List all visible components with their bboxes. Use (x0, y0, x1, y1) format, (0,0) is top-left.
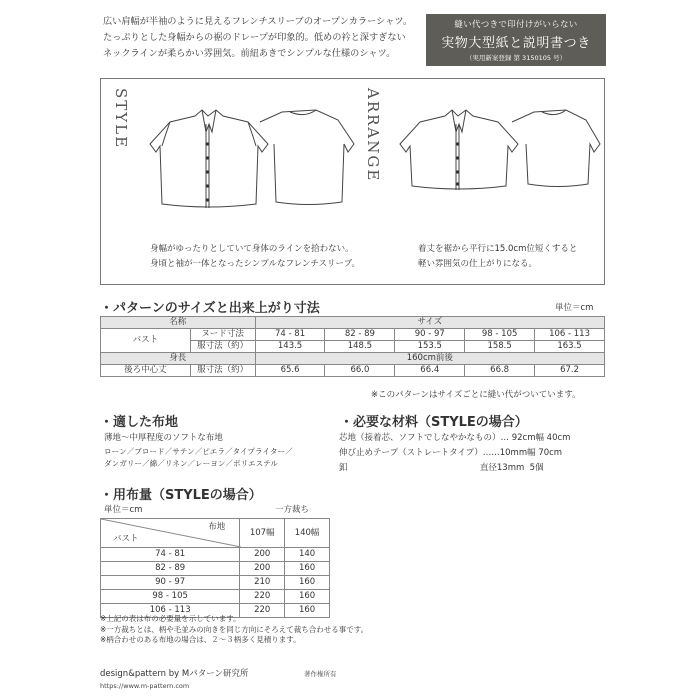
back-length-cell: 66.8 (465, 365, 535, 377)
header-size: サイズ (255, 317, 604, 329)
yardage-140-cell: 160 (285, 576, 330, 590)
table-row (101, 576, 330, 590)
size-unit: 単位＝cm (555, 303, 594, 313)
intro-line: たっぷりとした身幅からの裾のドレープが印象的。低めの衿と深すぎない (103, 32, 406, 43)
yardage-107-cell: 200 (240, 548, 285, 562)
fabric-line3: ダンガリー／綿／リネン／レーヨン／ポリエステル (104, 459, 278, 468)
back-finished-label: 服寸法（約） (190, 365, 255, 377)
size-section-title: ・パターンのサイズと出来上がり寸法 (100, 301, 320, 316)
arrange-label: ARRANGE (364, 88, 382, 183)
size-note: ※このパターンはサイズごとに縫い代がついています。 (371, 390, 581, 400)
yardage-140-cell: 160 (285, 590, 330, 604)
fabric-section-title: ・適した布地 (100, 415, 179, 430)
corner-fabric-label: 布地 (208, 522, 226, 532)
material-item: 芯地（接着芯、ソフトでしなやかなもの）… 92cm幅 40cm (339, 433, 571, 443)
size-cell: 98 - 105 (465, 329, 535, 341)
yardage-note: ※上記の表は布の必要量を示しています。 (100, 614, 241, 623)
back-length-cell: 66.4 (395, 365, 465, 377)
yardage-140-cell: 140 (285, 548, 330, 562)
yardage-size-cell: 90 - 97 (101, 576, 240, 590)
pattern-banner (426, 14, 606, 66)
arrange-caption-line: 着丈を裾から平行に15.0cm位短くすると (418, 244, 578, 254)
bust-finished-cell: 163.5 (535, 341, 605, 353)
table-row (101, 365, 605, 377)
size-table (100, 316, 605, 377)
back-length-cell: 65.6 (255, 365, 325, 377)
style-shirt-drawing (140, 104, 365, 216)
material-item: 釦 直径13mm 5個 (339, 463, 544, 473)
table-row (101, 317, 605, 329)
bust-label: バスト (101, 329, 191, 353)
back-length-cell: 67.2 (535, 365, 605, 377)
materials-list (339, 431, 570, 476)
height-value: 160cm前後 (255, 353, 604, 365)
bust-finished-cell: 143.5 (255, 341, 325, 353)
nude-label: ヌード寸法 (190, 329, 255, 341)
yardage-note: ※一方裁ちとは、柄や毛並みの向きを同じ方向にそろえて裁ち合わせる事です。 (100, 624, 369, 634)
table-row (101, 548, 330, 562)
yardage-corner-cell (101, 519, 240, 548)
yardage-notes (100, 614, 368, 646)
banner-line1: 縫い代つきで印付けがいらない (454, 20, 578, 30)
back-length-cell: 66.0 (325, 365, 395, 377)
intro-text (103, 14, 413, 62)
style-caption-line: 身頃と袖が一体となったシンプルなフレンチスリーブ。 (150, 259, 360, 269)
yardage-107-cell: 220 (240, 590, 285, 604)
yardage-140-cell: 160 (285, 562, 330, 576)
fabric-line2: ローン／ブロード／サテン／ピエラ／タイプライター／ (104, 447, 293, 456)
table-row (101, 329, 605, 341)
finished-label: 服寸法（約） (190, 341, 255, 353)
yardage-size-cell: 98 - 105 (101, 590, 240, 604)
header-name: 名称 (101, 317, 256, 329)
yardage-table (100, 518, 330, 618)
footer-rights: 著作権所有 (304, 670, 337, 678)
materials-section-title: ・必要な材料（STYLEの場合） (340, 415, 528, 430)
col-140-header: 140幅 (285, 519, 330, 548)
bust-finished-cell: 153.5 (395, 341, 465, 353)
corner-bust-label: バスト (113, 534, 139, 544)
banner-line3: （実用新案登録 第 3150105 号） (465, 54, 567, 62)
style-caption (150, 242, 360, 272)
yardage-note: ※柄合わせのある布地の場合は、２〜３柄多く見積ります。 (100, 635, 301, 644)
yardage-size-cell: 82 - 89 (101, 562, 240, 576)
yardage-cut-label: 一方裁ち (275, 505, 310, 515)
style-caption-line: 身幅がゆったりとしていて身体のラインを拾わない。 (150, 244, 354, 254)
arrange-caption (418, 242, 577, 272)
yardage-size-cell: 106 - 113 (101, 604, 240, 618)
size-cell: 90 - 97 (395, 329, 465, 341)
yardage-size-cell: 74 - 81 (101, 548, 240, 562)
bust-finished-cell: 148.5 (325, 341, 395, 353)
yardage-107-cell: 200 (240, 562, 285, 576)
height-label: 身長 (101, 353, 256, 365)
footer-url[interactable]: https://www.m-pattern.com (100, 682, 190, 690)
col-107-header: 107幅 (240, 519, 285, 548)
fabric-line1: 薄地〜中厚程度のソフトな布地 (104, 433, 223, 443)
yardage-section-title: ・用布量（STYLEの場合） (100, 488, 262, 503)
material-item: 伸び止めテープ（ストレートタイプ）……10mm幅 70cm (339, 448, 563, 458)
size-cell: 82 - 89 (325, 329, 395, 341)
arrange-shirt-drawing (390, 104, 605, 199)
bust-finished-cell: 158.5 (465, 341, 535, 353)
yardage-107-cell: 210 (240, 576, 285, 590)
size-cell: 106 - 113 (535, 329, 605, 341)
yardage-107-cell: 220 (240, 604, 285, 618)
footer-brand: design&pattern by Mパターン研究所 (100, 669, 249, 679)
yardage-140-cell: 160 (285, 604, 330, 618)
back-length-label: 後ろ中心丈 (101, 365, 191, 377)
style-label: STYLE (112, 88, 130, 150)
intro-line: ネックラインが柔らかい雰囲気。前紐あきでシンプルな仕様のシャツ。 (103, 48, 396, 59)
banner-line2: 実物大型紙と説明書つき (441, 36, 591, 51)
intro-line: 広い肩幅が半袖のように見えるフレンチスリーブのオープンカラーシャツ。 (103, 16, 413, 27)
yardage-unit: 単位＝cm (104, 505, 143, 515)
table-row (101, 562, 330, 576)
arrange-caption-line: 軽い雰囲気の仕上がりになる。 (418, 259, 538, 269)
table-row (101, 353, 605, 365)
table-row (101, 519, 330, 548)
size-cell: 74 - 81 (255, 329, 325, 341)
table-row (101, 590, 330, 604)
